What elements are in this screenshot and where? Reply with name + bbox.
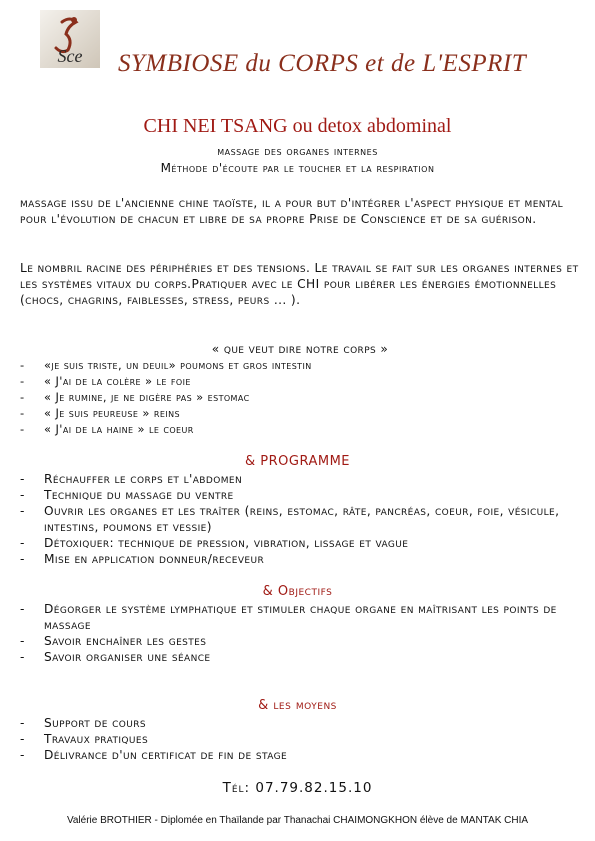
brand-title: SYMBIOSE du CORPS et de L'ESPRIT bbox=[118, 50, 527, 77]
list-item: - Mise en application donneur/receveur bbox=[20, 552, 265, 566]
intro-paragraph-2 bbox=[20, 260, 580, 308]
list-item: - « J'ai de la haine » le coeur bbox=[20, 422, 194, 436]
moyens-list bbox=[20, 715, 580, 763]
body-say-list bbox=[20, 357, 580, 437]
list-item: - « J'ai de la colère » le foie bbox=[20, 374, 191, 388]
list-item: - « Je rumine, je ne digère pas » estomac bbox=[20, 390, 250, 404]
logo-text: Sce bbox=[57, 46, 83, 66]
intro-text-1: massage issu de l'ancienne chine taoïste, il a pour but d'intégrer l'aspect physique et mental pour l'évolution de chacun et libre de sa propre Prise de Conscience et de sa guérison. bbox=[20, 196, 564, 226]
logo bbox=[40, 10, 100, 68]
objectifs-heading: & Objectifs bbox=[262, 584, 333, 599]
body-say-heading: « que veut dire notre corps » bbox=[211, 342, 389, 356]
list-item: - « Je suis peureuse » reins bbox=[20, 406, 180, 420]
phone-number: Tél: 07.79.82.15.10 bbox=[222, 780, 373, 796]
subtitle-2: Méthode d'écoute par le toucher et la respiration bbox=[160, 161, 435, 175]
list-item: - Travaux pratiques bbox=[20, 732, 149, 746]
programme-list bbox=[20, 471, 580, 567]
page-title: CHI NEI TSANG ou detox abdominal bbox=[143, 115, 452, 137]
moyens-heading: & les moyens bbox=[258, 698, 337, 713]
logo-icon bbox=[40, 10, 100, 68]
programme-heading: & PROGRAMME bbox=[245, 454, 350, 469]
list-item: - «je suis triste, un deuil» poumons et gros intestin bbox=[20, 358, 312, 372]
list-item: - Dégorger le système lymphatique et stimuler chaque organe en maîtrisant les points de massage bbox=[20, 602, 557, 632]
intro-text-2: Le nombril racine des périphéries et des tensions. Le travail se fait sur les organes internes et les systèmes vitaux du corps.Pratiquer avec le CHI pour libérer les énergies émotionnelles (chocs, chagrins, faiblesses, stress, peurs ... ). bbox=[20, 261, 579, 307]
list-item: - Support de cours bbox=[20, 716, 147, 730]
list-item: - Technique du massage du ventre bbox=[20, 488, 234, 502]
list-item: - Réchauffer le corps et l'abdomen bbox=[20, 472, 243, 486]
list-item: - Ouvrir les organes et les traîter (reins, estomac, râte, pancréas, coeur, foie, vésicule, intestins, poumons et vessie) bbox=[20, 504, 560, 534]
list-item: - Détoxiquer: technique de pression, vibration, lissage et vague bbox=[20, 536, 409, 550]
list-item: - Délivrance d'un certificat de fin de stage bbox=[20, 748, 288, 762]
footer-credit: Valérie BROTHIER - Diplomée en Thaïlande par Thanachai CHAIMONGKHON élève de MANTAK CHIA bbox=[66, 815, 529, 826]
subtitle-1: massage des organes internes bbox=[217, 144, 378, 158]
list-item: - Savoir organiser une séance bbox=[20, 650, 211, 664]
objectifs-list bbox=[20, 601, 580, 665]
list-item: - Savoir enchaîner les gestes bbox=[20, 634, 207, 648]
intro-paragraph-1 bbox=[20, 195, 580, 227]
